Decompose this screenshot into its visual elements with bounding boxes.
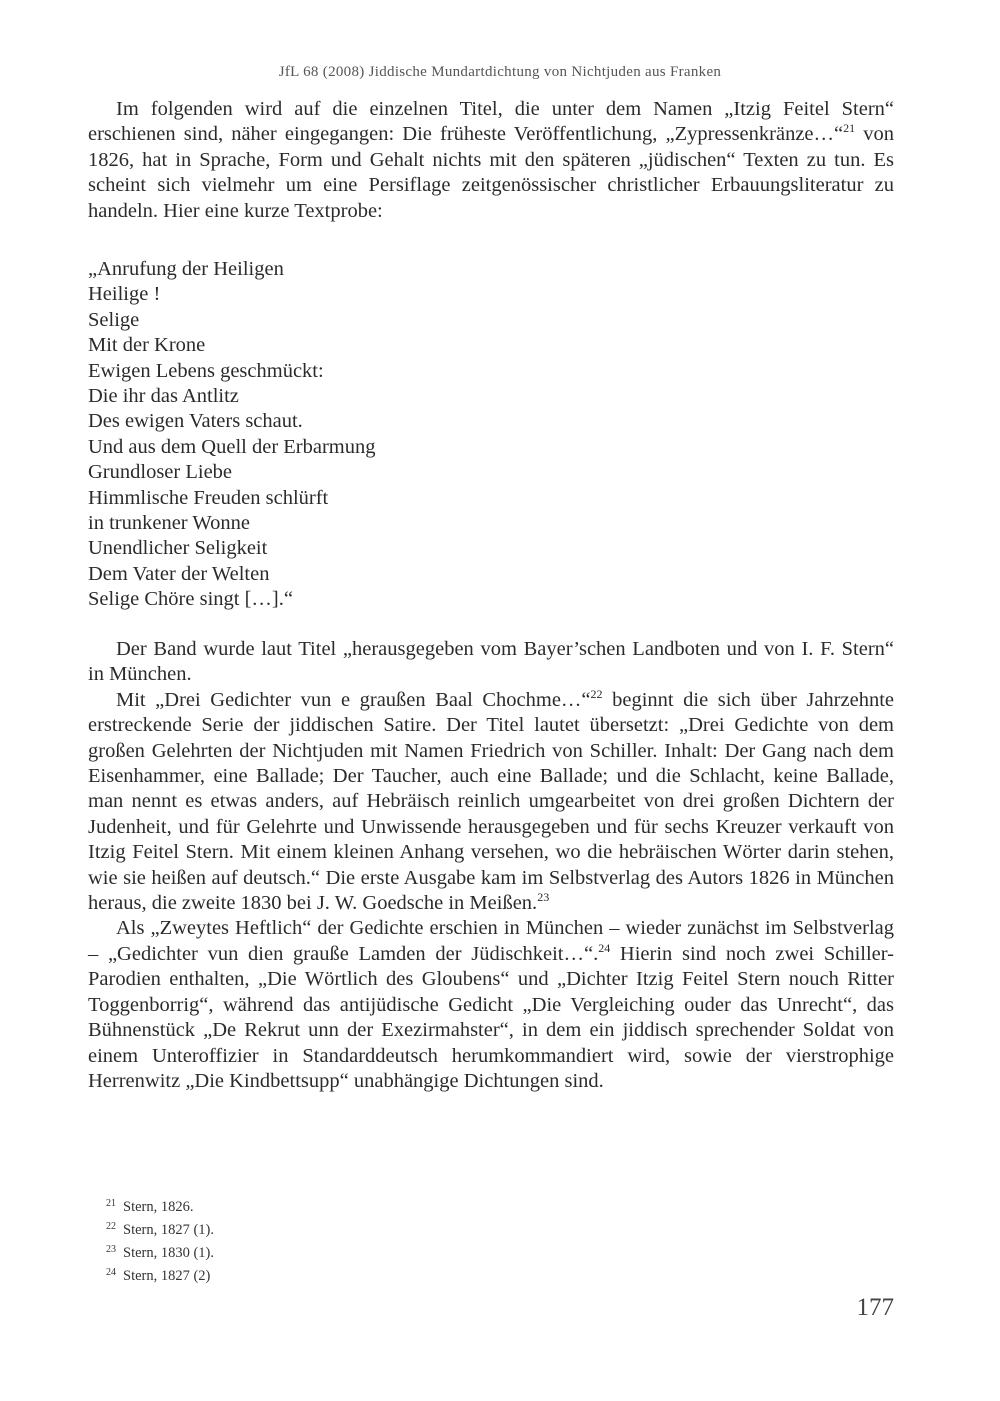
footnote [106,1194,214,1217]
poem-line: in trunkener Wonne [88,512,250,535]
poem-line: Ewigen Lebens geschmückt: [88,359,324,382]
poem-line: Dem Vater der Welten [88,562,270,585]
paragraph-drei-gedichter: Mit „Drei Gedichter vun e graußen Baal Chochme…“$^{22}$ beginnt die sich über Jahrzehnte erstreckende Serie der jiddischen Satire. Der Titel lautet übersetzt: „Drei Gedichte von dem großen Gelehrten der Nichtjuden mit Namen Friedrich von Schiller. Inhalt: Der Gang nach dem Eisenhammer, eine Ballade; Der Taucher, auch eine Ballade; und die Schlacht, keine Ballade, man nennt es etwas anders, auf Hebräisch reinlich umgearbeitet von drei großen Dichtern der Judenheit, und für Gelehrte und Unwissende herausgegeben und für sechs Kreuzer verkauft von Itzig Feitel Stern. Mit einem kleinen Anhang versehen, wo die hebräischen Wörter darin stehen, wie sie heißen auf deutsch.“ Die erste Ausgabe kam im Selbstverlag des Autors 1826 in München heraus, die zweite 1830 bei J. W. Goedsche in Meißen.$^{23}$ [88,686,894,915]
footnote-number: 23 [106,1244,116,1255]
poem-line: Heilige ! [88,283,161,306]
running-head: JfL 68 (2008) Jiddische Mundartdichtung von Nichtjuden aus Franken [278,64,722,80]
poem-line: „Anrufung der Heiligen [88,258,284,280]
footnote-number: 21 [106,1198,116,1209]
footnote [106,1217,214,1240]
poem-line: Des ewigen Vaters schaut. [88,410,303,433]
footnote-number: 24 [106,1267,116,1278]
paragraph-publisher: Der Band wurde laut Titel „herausgegeben vom Bayer’schen Landboten und von I. F. Stern“ in München. [88,638,894,686]
poem-line: Grundloser Liebe [88,461,233,484]
poem-line: Und aus dem Quell der Erbarmung [88,435,376,458]
poem-line: Mit der Krone [88,334,206,357]
poem-excerpt [88,257,376,613]
page-number: 177 [856,1294,894,1321]
footnote-text: Stern, 1827 (1). [123,1222,215,1238]
footnote-text: Stern, 1826. [123,1199,194,1215]
footnote-text: Stern, 1827 (2) [123,1268,211,1284]
intro-text-a: Im folgenden wird auf die einzelnen Titel, die unter dem Namen „Itzig Feitel Stern“ erschienen sind, näher eingegangen: Die früheste Veröffentlichung, „Zypressenkränze…“ [88,98,894,146]
footnotes-list [106,1194,214,1286]
footnote-text: Stern, 1830 (1). [123,1245,215,1261]
poem-line: Selige Chöre singt […].“ [88,588,293,611]
main-text-block [88,637,894,1094]
poem-line: Himmlische Freuden schlürft [88,486,329,509]
poem-line: Unendlicher Seligkeit [88,537,268,560]
intro-text-b: von 1826, hat in Sprache, Form und Gehalt nichts mit den späteren „jüdischen“ Texten zu tun. Es scheint sich vielmehr um eine Persiflage zeitgenössischer christlicher Erbauungsliteratur zu handeln. Hier eine kurze Textprobe: [88,123,895,222]
poem-line: Selige [88,308,140,331]
footnote [106,1240,214,1263]
footnote [106,1263,214,1286]
intro-paragraph [88,97,894,224]
poem-line: Die ihr das Antlitz [88,385,239,408]
footnote-ref-22[interactable]: 22 [590,686,603,701]
footnote-ref-24[interactable]: 24 [598,940,611,955]
footnote-number: 22 [106,1221,116,1232]
paragraph-zweytes-heftlich: Als „Zweytes Heftlich“ der Gedichte erschien in München – wieder zunächst im Selbstverlag – „Gedichter vun dien grauße Lamden der Jüdischkeit…“.$^{24}$ Hierin sind noch zwei Schiller-Parodien enthalten, „Die Wörtlich des Gloubens“ und „Dichter Itzig Feitel Stern nouch Ritter Toggenborrig“, während das antijüdische Gedicht „Die Vergleiching ouder das Unrecht“, das Bühnenstück „De Rekrut unn der Exezirmahster“, in dem ein jiddisch sprechender Soldat von einem Unteroffizier in Standarddeutsch herumkommandiert wird, sowie der vierstrophige Herrenwitz „Die Kindbettsupp“ unabhängige Dichtungen sind. [88,917,894,1092]
footnote-ref-23[interactable]: 23 [537,890,550,905]
footnote-ref-21[interactable]: 21 [843,121,856,136]
